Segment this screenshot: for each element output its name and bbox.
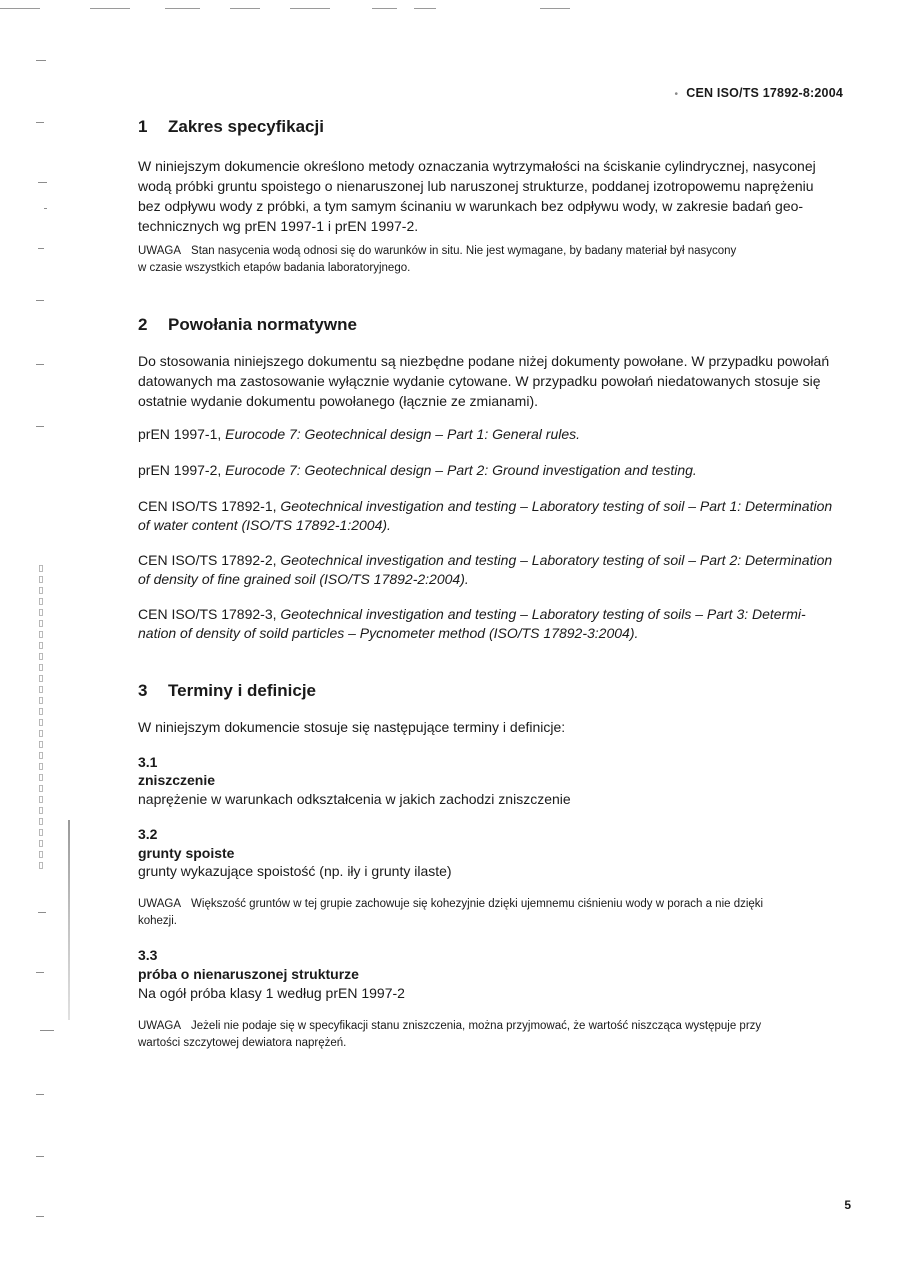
page-number: 5 xyxy=(844,1198,851,1212)
note-text: w czasie wszystkich etapów badania laboratoryjnego. xyxy=(138,262,411,274)
term-name: grunty spoiste xyxy=(138,845,235,861)
note-text: kohezji. xyxy=(138,915,177,927)
note-tag: UWAGA xyxy=(138,245,182,257)
paragraph-line: technicznych wg prEN 1997-1 i prEN 1997-2. xyxy=(138,218,419,234)
scan-margin-streak xyxy=(68,820,70,1020)
reference-code: CEN ISO/TS 17892-1, xyxy=(138,498,277,514)
term-note xyxy=(138,1018,850,1052)
normative-reference xyxy=(138,497,850,535)
reference-title: Eurocode 7: Geotechnical design – Part 2: Ground investigation and testing. xyxy=(225,462,697,478)
reference-code: CEN ISO/TS 17892-3, xyxy=(138,606,277,622)
normative-reference xyxy=(138,605,850,643)
paragraph-line: wodą próbki gruntu spoistego o nienaruszonej lub naruszonej strukturze, poddanej izotropowemu naprężeniu xyxy=(138,178,814,194)
section-3-intro: W niniejszym dokumencie stosuje się następujące terminy i definicje: xyxy=(138,719,566,735)
reference-title: Eurocode 7: Geotechnical design – Part 1: General rules. xyxy=(225,426,581,442)
paragraph-line: bez odpływu wody z próbki, a tym samym ścinaniu w warunkach bez odpływu wody, w zakresie badań geo- xyxy=(138,198,804,214)
section-2-heading xyxy=(138,315,357,335)
normative-reference xyxy=(138,425,850,444)
note-text: Większość gruntów w tej grupie zachowuje się kohezyjnie dzięki ujemnemu ciśnieniu wody w porach a nie dzięki xyxy=(191,898,764,910)
section-2-number: 2 xyxy=(138,315,148,334)
section-1-note xyxy=(138,243,850,277)
document-reference xyxy=(675,86,843,100)
note-text: Jeżeli nie podaje się w specyfikacji stanu zniszczenia, można przyjmować, że wartość niszcząca występuje przy xyxy=(191,1020,762,1032)
section-3-heading xyxy=(138,681,316,701)
term-name: zniszczenie xyxy=(138,772,216,788)
reference-code: prEN 1997-2, xyxy=(138,462,222,478)
scan-vertical-stamp: ▯▯▯▯▯▯▯▯▯▯▯▯▯▯▯▯▯▯▯▯▯▯▯▯▯▯▯▯ xyxy=(36,562,46,870)
section-3-title: Terminy i definicje xyxy=(168,681,317,700)
note-text: wartości szczytowej dewiatora naprężeń. xyxy=(138,1037,347,1049)
term-definition: Na ogół próba klasy 1 według prEN 1997-2 xyxy=(138,985,405,1001)
term-number: 3.2 xyxy=(138,826,158,842)
paragraph-line: ostatnie wydanie dokumentu powołanego (łącznie ze zmianami). xyxy=(138,393,538,409)
section-1-heading xyxy=(138,117,324,137)
reference-code: CEN ISO/TS 17892-2, xyxy=(138,552,277,568)
reference-title-cont: of water content (ISO/TS 17892-1:2004). xyxy=(138,517,391,533)
term-name: próba o nienaruszonej strukturze xyxy=(138,966,359,982)
reference-title: Geotechnical investigation and testing – Laboratory testing of soils – Part 3: Determi- xyxy=(280,606,806,622)
section-2-title: Powołania normatywne xyxy=(168,315,357,334)
scan-top-edge xyxy=(0,0,903,16)
term-definition: naprężenie w warunkach odkształcenia w jakich zachodzi zniszczenie xyxy=(138,791,571,807)
reference-title: Geotechnical investigation and testing – Laboratory testing of soil – Part 2: Determination xyxy=(280,552,833,568)
note-text: Stan nasycenia wodą odnosi się do warunków in situ. Nie jest wymagane, by badany materiał był nasycony xyxy=(191,245,737,257)
term-definition: grunty wykazujące spoistość (np. iły i grunty ilaste) xyxy=(138,863,452,879)
section-1-number: 1 xyxy=(138,117,148,136)
note-tag: UWAGA xyxy=(138,1020,182,1032)
term-number: 3.1 xyxy=(138,754,158,770)
reference-title: Geotechnical investigation and testing – Laboratory testing of soil – Part 1: Determination xyxy=(280,498,833,514)
section-2-paragraph xyxy=(138,351,848,411)
normative-reference xyxy=(138,551,850,589)
section-1-paragraph xyxy=(138,156,848,236)
paragraph-line: datowanych ma zastosowanie wyłącznie wydanie cytowane. W przypadku powołań niedatowanych stosuje się xyxy=(138,373,821,389)
term-note xyxy=(138,896,850,930)
document-id: CEN ISO/TS 17892-8:2004 xyxy=(686,86,843,100)
reference-title-cont: nation of density of soild particles – Pycnometer method (ISO/TS 17892-3:2004). xyxy=(138,625,639,641)
note-tag: UWAGA xyxy=(138,898,182,910)
reference-title-cont: of density of fine grained soil (ISO/TS 17892-2:2004). xyxy=(138,571,469,587)
reference-code: prEN 1997-1, xyxy=(138,426,222,442)
header-mark: • xyxy=(674,89,679,100)
section-1-title: Zakres specyfikacji xyxy=(168,117,324,136)
paragraph-line: W niniejszym dokumencie określono metody oznaczania wytrzymałości na ściskanie cylindrycznej, nasyconej xyxy=(138,158,816,174)
paragraph-line: Do stosowania niniejszego dokumentu są niezbędne podane niżej dokumenty powołane. W przypadku powołań xyxy=(138,353,830,369)
term-number: 3.3 xyxy=(138,947,158,963)
normative-reference xyxy=(138,461,850,480)
section-3-number: 3 xyxy=(138,681,148,700)
